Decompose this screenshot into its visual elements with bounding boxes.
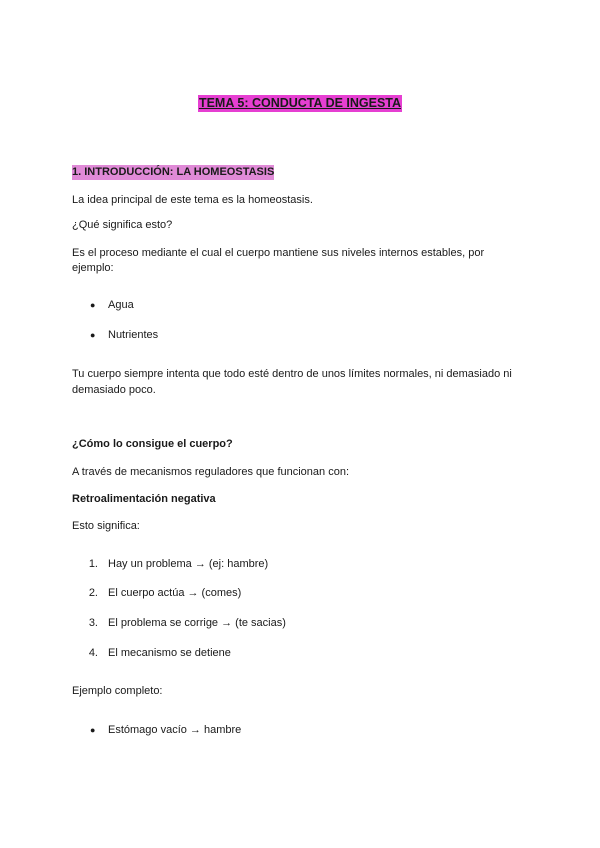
subheading-how: ¿Cómo lo consigue el cuerpo? xyxy=(72,438,233,450)
paragraph-limits-line2: demasiado poco. xyxy=(72,384,156,396)
list-item-text: El problema se corrige → (te sacias) xyxy=(108,617,286,629)
paragraph-definition-line1: Es el proceso mediante el cual el cuerpo mantiene sus niveles internos estables, por xyxy=(72,247,485,259)
bullet-dot: ● xyxy=(90,725,96,735)
subheading-negative-feedback: Retroalimentación negativa xyxy=(72,493,216,505)
bullet-dot: ● xyxy=(90,330,96,340)
paragraph-main-idea: La idea principal de este tema es la homeostasis. xyxy=(72,194,313,206)
paragraph-example: Ejemplo completo: xyxy=(72,685,163,697)
list-item-text: Hay un problema → (ej: hambre) xyxy=(108,558,269,570)
list-item-text: Agua xyxy=(108,299,134,311)
paragraph-mechanisms: A través de mecanismos reguladores que funcionan con: xyxy=(72,466,349,478)
document-title-text: TEMA 5: CONDUCTA DE INGESTA xyxy=(198,96,402,110)
list-number: 1. xyxy=(88,558,98,570)
section-heading xyxy=(72,165,274,179)
list-item-text: El mecanismo se detiene xyxy=(108,647,231,659)
paragraph-question: ¿Qué significa esto? xyxy=(72,219,173,231)
list-item-text: Nutrientes xyxy=(108,329,159,341)
list-number: 4. xyxy=(88,647,98,659)
list-number: 3. xyxy=(88,617,98,629)
paragraph-limits-line1: Tu cuerpo siempre intenta que todo esté dentro de unos límites normales, ni demasiado ni xyxy=(72,368,512,380)
bullet-dot: ● xyxy=(90,300,96,310)
list-number: 2. xyxy=(88,587,98,599)
paragraph-meaning: Esto significa: xyxy=(72,520,140,532)
list-item-text: El cuerpo actúa → (comes) xyxy=(108,587,242,599)
paragraph-definition-line2: ejemplo: xyxy=(72,262,114,274)
list-item-text: Estómago vacío → hambre xyxy=(108,724,242,736)
document-title xyxy=(0,96,600,111)
section-heading-text: 1. INTRODUCCIÓN: LA HOMEOSTASIS xyxy=(72,166,275,178)
